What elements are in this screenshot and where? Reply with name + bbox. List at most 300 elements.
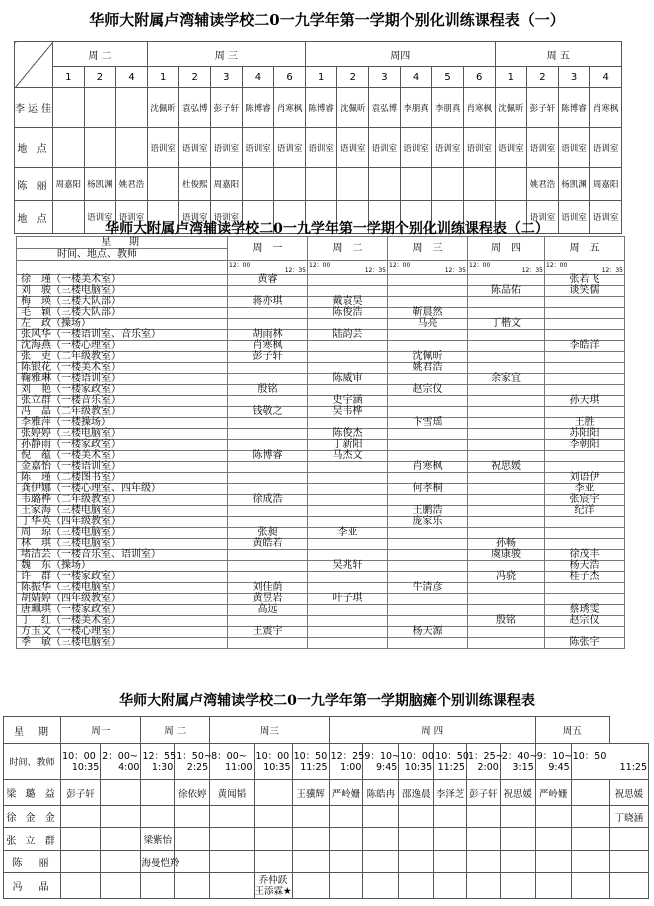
schedule-cell: 语训室 [558,201,590,234]
table-row [17,407,625,418]
student-cell [388,396,468,407]
student-cell [468,528,545,539]
therapy-cell [61,828,101,851]
time-slot [101,744,141,780]
student-cell [308,275,388,286]
student-cell [388,572,468,583]
time-cell [468,261,545,275]
student-cell [545,462,625,473]
therapy-cell [571,828,609,851]
student-cell: 桂子杰 [545,572,625,583]
teacher-name: 堵洁芸（一楼音乐室、语训室） [17,550,228,561]
student-cell: 吴兆轩 [308,561,388,572]
therapy-cell [175,873,210,899]
student-cell: 卞雪瑶 [388,418,468,429]
therapy-cell: 王骥辉 [292,780,329,806]
therapy-cell [399,851,434,873]
schedule-cell [84,128,116,168]
student-cell [388,275,468,286]
table-row [17,517,625,528]
student-cell [545,363,625,374]
time-end: 10:35 [71,761,100,773]
student-cell [468,638,545,649]
therapy-cell [571,806,609,828]
schedule-cell: 语训室 [337,128,369,168]
schedule-cell: 姚君浩 [527,168,559,201]
therapy-cell [329,851,363,873]
time-slot [466,744,504,780]
therapy-cell [329,828,363,851]
schedule-cell: 语训室 [179,128,211,168]
student-cell [388,550,468,561]
student-cell [308,616,388,627]
therapy-cell [254,851,292,873]
therapy-cell [399,828,434,851]
schedule-cell: 语训室 [242,128,274,168]
therapy-cell [254,780,292,806]
therapy-cell [254,806,292,828]
student-cell: 肖寒枫 [228,341,308,352]
table-row [17,374,625,385]
student-cell: 何孝桐 [388,484,468,495]
therapy-cell [363,806,399,828]
schedule-cell: 肖寒枫 [590,88,622,128]
student-cell: 徐茂丰 [545,550,625,561]
therapy-cell: 彭子轩 [61,780,101,806]
time-start: 1：50~ [176,750,212,762]
student-cell: 徐成浩 [228,495,308,506]
student-cell [228,506,308,517]
student-cell [308,539,388,550]
student-cell [468,385,545,396]
period-number: 1 [53,67,85,88]
student-cell [308,495,388,506]
t2-title: 华师大附属卢湾辅读学校二0一九学年第一学期个别化训练课程表（二） [105,221,549,237]
table-row [17,308,625,319]
teacher-name: 周 琼（三楼电脑室） [17,528,228,539]
therapy-cell [434,806,467,828]
teacher-name: 魏 东（操场） [17,561,228,572]
schedule-cell: 肖寒枫 [463,88,495,128]
day-header: 周 二 [308,237,388,261]
schedule-cell [116,88,148,128]
student-cell: 陆韵芸 [308,330,388,341]
student-cell: 沈佩昕 [388,352,468,363]
student-cell: 张昶 [228,528,308,539]
corner-cell [15,42,53,88]
time-slot [210,744,254,780]
therapy-cell [292,873,329,899]
schedule-cell: 袁弘博 [179,88,211,128]
student-cell: 孙天琪 [545,396,625,407]
teacher-name: 张立群（一楼音乐室） [17,396,228,407]
time-start: 12：00 [546,261,568,269]
schedule-cell: 语训室 [211,128,243,168]
schedule-cell [242,168,274,201]
day-header: 周一 [61,717,141,744]
student-cell [308,385,388,396]
teacher-name: 毛 颖（三楼大队部） [17,308,228,319]
time-end: 9:45 [376,761,398,773]
student-cell [388,495,468,506]
student-cell [468,451,545,462]
student-cell [308,418,388,429]
student-cell [468,495,545,506]
table-row [17,638,625,649]
therapy-cell: 梁紫怡 [141,828,175,851]
student-cell [308,473,388,484]
student-cell: 杨天源 [388,627,468,638]
therapy-cell [500,873,535,899]
table-row [17,451,625,462]
period-number: 4 [400,67,432,88]
time-start: 10：00 [62,750,96,762]
student-cell [228,550,308,561]
therapy-cell [329,873,363,899]
row-label: 梁 璐 益 [4,780,61,806]
teacher-name: 胡婧婷（四年级教室） [17,594,228,605]
therapy-cell: 祝思媛 [609,780,648,806]
therapy-cell: 严岭姗 [329,780,363,806]
time-start: 12：00 [389,261,411,269]
student-cell: 祝思媛 [468,462,545,473]
student-cell [545,297,625,308]
student-cell [308,484,388,495]
therapy-cell [399,806,434,828]
day-header: 周 三 [147,42,305,67]
schedule-cell: 语训室 [590,128,622,168]
header-week: 星 期 [4,717,61,744]
table-row [17,341,625,352]
therapy-cell [500,851,535,873]
time-cell [545,261,625,275]
time-start: 2：00~ [102,750,138,762]
time-start: 12：55 [142,750,177,762]
day-header: 周 五 [545,237,625,261]
therapy-cell [210,851,254,873]
therapy-cell [175,851,210,873]
student-cell [545,330,625,341]
row-label: 李运佳 [15,88,53,128]
student-cell: 彭子轩 [228,352,308,363]
time-end: 11:25 [619,761,647,773]
therapy-cell [141,873,175,899]
time-slot [61,744,101,780]
student-cell: 张若飞 [545,275,625,286]
schedule-cell: 彭子轩 [211,88,243,128]
student-cell [308,319,388,330]
student-cell [388,539,468,550]
therapy-cell [363,828,399,851]
schedule-cell: 语训室 [495,128,527,168]
period-number: 4 [242,67,274,88]
time-slot [535,744,571,780]
student-cell [308,462,388,473]
schedule-cell: 陈博睿 [242,88,274,128]
row-label: 陈 丽 [15,168,53,201]
day-header: 周 四 [468,237,545,261]
time-end: 2:25 [186,761,209,773]
therapy-cell: 陈皓冉 [363,780,399,806]
student-cell [388,286,468,297]
day-header: 周 二 [53,42,148,67]
therapy-cell: 丁晓涵 [609,806,648,828]
student-cell: 余家宜 [468,374,545,385]
table-row [17,528,625,539]
period-number: 3 [558,67,590,88]
student-cell [468,506,545,517]
t1-title: 华师大附属卢湾辅读学校二0一九学年第一学期个别化训练课程表（一） [89,11,565,29]
table-row [17,484,625,495]
schedule-cell: 沈佩昕 [147,88,179,128]
therapy-cell [434,873,467,899]
schedule-cell: 周嘉阳 [211,168,243,201]
student-cell: 叶子琪 [308,594,388,605]
time-end: 11:25 [300,761,328,773]
student-cell: 殷铭 [468,616,545,627]
student-cell [468,407,545,418]
teacher-name: 刘 骏（三楼电脑室） [17,286,228,297]
student-cell: 张宸宇 [545,495,625,506]
student-cell [468,418,545,429]
time-start: 9：10~ [536,750,573,762]
schedule-cell [463,168,495,201]
therapy-cell [466,828,500,851]
period-number: 2 [527,67,559,88]
time-start: 8：00~ [211,750,247,762]
schedule-cell [432,168,464,201]
schedule-cell: 彭子轩 [527,88,559,128]
time-start: 12：00 [309,261,331,269]
student-cell [388,374,468,385]
therapy-cell [61,806,101,828]
table-row [17,286,625,297]
teacher-name: 张风华（一楼语训室、音乐室） [17,330,228,341]
student-cell: 王鹏浩 [388,506,468,517]
time-start: 1：25~ [467,750,504,762]
student-cell: 陈威审 [308,374,388,385]
schedule-cell: 杨凯渊 [558,168,590,201]
table-row [17,396,625,407]
student-cell [308,627,388,638]
student-cell: 虞康骏 [468,550,545,561]
teacher-name: 许 群（一楼家政室） [17,572,228,583]
student-cell: 庞家乐 [388,517,468,528]
student-cell [388,605,468,616]
row-label: 地 点 [15,201,53,234]
student-cell [388,407,468,418]
teacher-name: 季 敏（三楼电脑室） [17,638,228,649]
teacher-name: 陈银花（一楼美术室） [17,363,228,374]
therapy-cell [466,851,500,873]
table-row [17,462,625,473]
teacher-name: 鞠雅琳（一楼语训室） [17,374,228,385]
student-cell [228,429,308,440]
therapy-cell [292,806,329,828]
schedule-cell [305,168,337,201]
schedule-cell: 语训室 [84,201,116,234]
schedule-cell: 杜俊熙 [179,168,211,201]
student-cell: 李皓洋 [545,341,625,352]
header-week: 星 期 [17,237,228,249]
student-cell: 孙畅 [468,539,545,550]
teacher-name: 唐珮琪（一楼家政室） [17,605,228,616]
therapy-cell [210,828,254,851]
therapy-cell [210,873,254,899]
student-cell [388,297,468,308]
time-cell [308,261,388,275]
table-row [17,495,625,506]
teacher-name: 倪 蕴（一楼美术室） [17,451,228,462]
time-start: 10：00 [255,750,290,762]
schedule-cell: 沈佩昕 [337,88,369,128]
time-slot [363,744,399,780]
teacher-name: 陈 瑾（二楼图书室） [17,473,228,484]
student-cell: 冯骁 [468,572,545,583]
time-end: 10:35 [404,761,433,773]
student-cell [308,583,388,594]
student-cell: 姚君浩 [388,363,468,374]
therapy-cell [609,828,648,851]
student-cell [545,407,625,418]
student-cell [468,352,545,363]
student-cell [388,616,468,627]
teacher-name: 韦璐桦（二年级教室） [17,495,228,506]
student-cell [545,308,625,319]
student-cell [228,319,308,330]
student-cell [228,484,308,495]
therapy-cell [175,828,210,851]
therapy-cell [101,851,141,873]
time-start: 2：40~ [501,750,538,762]
schedule-cell: 肖寒枫 [274,88,306,128]
student-cell: 丁新阳 [308,440,388,451]
time-cell [388,261,468,275]
row-label: 陈 丽 [4,851,61,873]
teacher-name: 金嘉怡（一楼语训室） [17,462,228,473]
therapy-cell [292,828,329,851]
therapy-cell [609,851,648,873]
student-cell: 牛清彦 [388,583,468,594]
student-cell: 吴韦桦 [308,407,388,418]
student-cell: 李亚 [308,528,388,539]
period-number: 6 [274,67,306,88]
student-cell [388,561,468,572]
teacher-name: 沈海燕（一楼心理室） [17,341,228,352]
student-cell [545,583,625,594]
time-slot [434,744,467,780]
therapy-cell [175,806,210,828]
schedule-cell: 语训室 [432,128,464,168]
student-cell [468,583,545,594]
schedule-table-3 [3,716,649,899]
student-cell: 殷铭 [228,385,308,396]
time-slot [141,744,175,780]
student-cell [468,594,545,605]
student-cell [228,374,308,385]
time-start: 10：00 [400,750,435,762]
table-row [17,605,625,616]
student-cell [468,429,545,440]
period-number: 2 [337,67,369,88]
schedule-cell [84,88,116,128]
student-cell [468,473,545,484]
table-row [17,506,625,517]
table-row [17,616,625,627]
time-start: 12：25 [330,750,365,762]
student-cell [228,462,308,473]
student-cell: 陈博睿 [228,451,308,462]
schedule-cell: 语训室 [211,201,243,234]
therapy-cell [254,828,292,851]
therapy-cell [101,873,141,899]
student-cell [468,275,545,286]
student-cell: 赵宗仪 [545,616,625,627]
table-row [17,539,625,550]
therapy-cell [535,828,571,851]
student-cell [308,506,388,517]
therapy-cell: 严岭姗 [535,780,571,806]
time-label-cell [17,261,228,275]
student-cell: 苏阳阳 [545,429,625,440]
student-cell: 钱敬之 [228,407,308,418]
teacher-name: 左 政（操场） [17,319,228,330]
student-cell: 陈俊浩 [308,308,388,319]
student-cell [545,451,625,462]
table-row [17,352,625,363]
student-cell [468,440,545,451]
schedule-cell [116,128,148,168]
student-cell [228,561,308,572]
student-cell: 马亮 [388,319,468,330]
therapy-cell [61,851,101,873]
schedule-cell [495,168,527,201]
period-number: 5 [432,67,464,88]
time-end: 3:15 [512,761,534,773]
student-cell [545,528,625,539]
therapy-cell: 李泽芝 [434,780,467,806]
schedule-cell: 陈博睿 [558,88,590,128]
student-cell [545,539,625,550]
teacher-name: 丁 红（一楼美术室） [17,616,228,627]
day-header: 周三 [210,717,329,744]
time-start: 10：50 [293,750,328,762]
teacher-name: 李雅萍（一楼操场） [17,418,228,429]
student-cell: 靳晨然 [388,308,468,319]
period-number: 1 [305,67,337,88]
table-row [17,561,625,572]
student-cell: 黄睿 [228,275,308,286]
student-cell [388,429,468,440]
teacher-name: 陈振华（三楼电脑室） [17,583,228,594]
time-cell [228,261,308,275]
schedule-cell: 语训室 [274,128,306,168]
header-time: 时间、教师 [4,744,61,780]
time-end: 11:25 [437,761,465,773]
student-cell [228,363,308,374]
time-end: 2:00 [477,761,499,773]
student-cell [228,286,308,297]
table-row [17,429,625,440]
schedule-cell: 陈博睿 [305,88,337,128]
student-cell: 杨天浩 [545,561,625,572]
student-cell [468,484,545,495]
student-cell [228,418,308,429]
student-cell [545,627,625,638]
period-number: 3 [211,67,243,88]
student-cell [308,352,388,363]
row-label: 张 立 群 [4,828,61,851]
